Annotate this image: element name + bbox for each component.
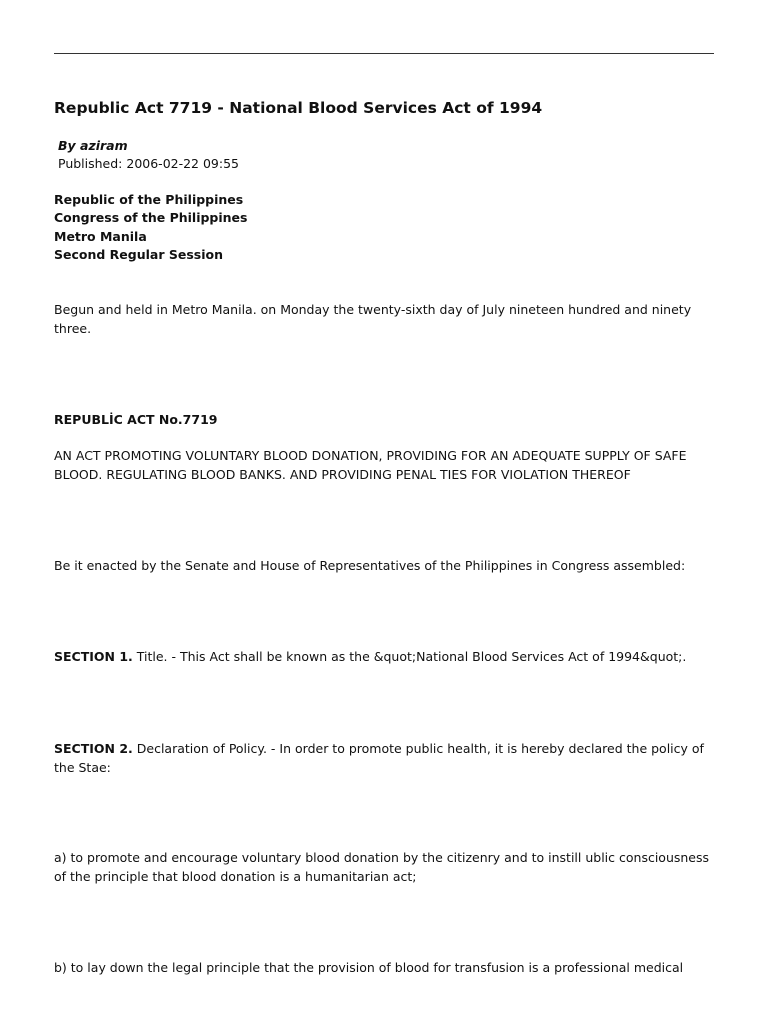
header-line-congress: Congress of the Philippines <box>54 210 248 226</box>
section-2-text: Declaration of Policy. - In order to promote public health, it is hereby declared the policy of the Stae: <box>54 741 704 775</box>
policy-item-b: b) to lay down the legal principle that the provision of blood for transfusion is a professional medical <box>54 960 684 975</box>
enacting-clause: Be it enacted by the Senate and House of Representatives of the Philippines in Congress assembled: <box>54 558 686 573</box>
begun-paragraph: Begun and held in Metro Manila. on Monday the twenty-sixth day of July nineteen hundred and ninety three. <box>54 302 692 336</box>
header-line-location: Metro Manila <box>54 228 147 244</box>
act-title-paragraph: AN ACT PROMOTING VOLUNTARY BLOOD DONATION, PROVIDING FOR AN ADEQUATE SUPPLY OF SAFE BLOOD. REGULATING BLOOD BANKS. AND PROVIDING PENAL TIES FOR VIOLATION THEREOF <box>54 448 687 482</box>
header-line-session: Second Regular Session <box>54 246 223 262</box>
section-2-label: SECTION 2. <box>54 741 133 756</box>
section-1-text: Title. - This Act shall be known as the &quot;National Blood Services Act of 1994&quot;. <box>132 649 687 664</box>
top-divider <box>54 53 714 54</box>
section-1-paragraph <box>54 648 718 667</box>
document-title: Republic Act 7719 - National Blood Services Act of 1994 <box>54 99 543 117</box>
section-1-label: SECTION 1. <box>54 649 133 664</box>
published-date: Published: 2006-02-22 09:55 <box>58 156 240 171</box>
act-number-heading: REPUBLİC ACT No.7719 <box>54 412 218 427</box>
policy-item-a: a) to promote and encourage voluntary blood donation by the citizenry and to instill ublic consciousness of the principle that blood donation is a humanitarian act; <box>54 850 710 884</box>
congress-header <box>54 191 247 264</box>
section-2-paragraph <box>54 740 718 777</box>
author-byline: By aziram <box>58 138 128 153</box>
header-line-republic: Republic of the Philippines <box>54 192 244 207</box>
